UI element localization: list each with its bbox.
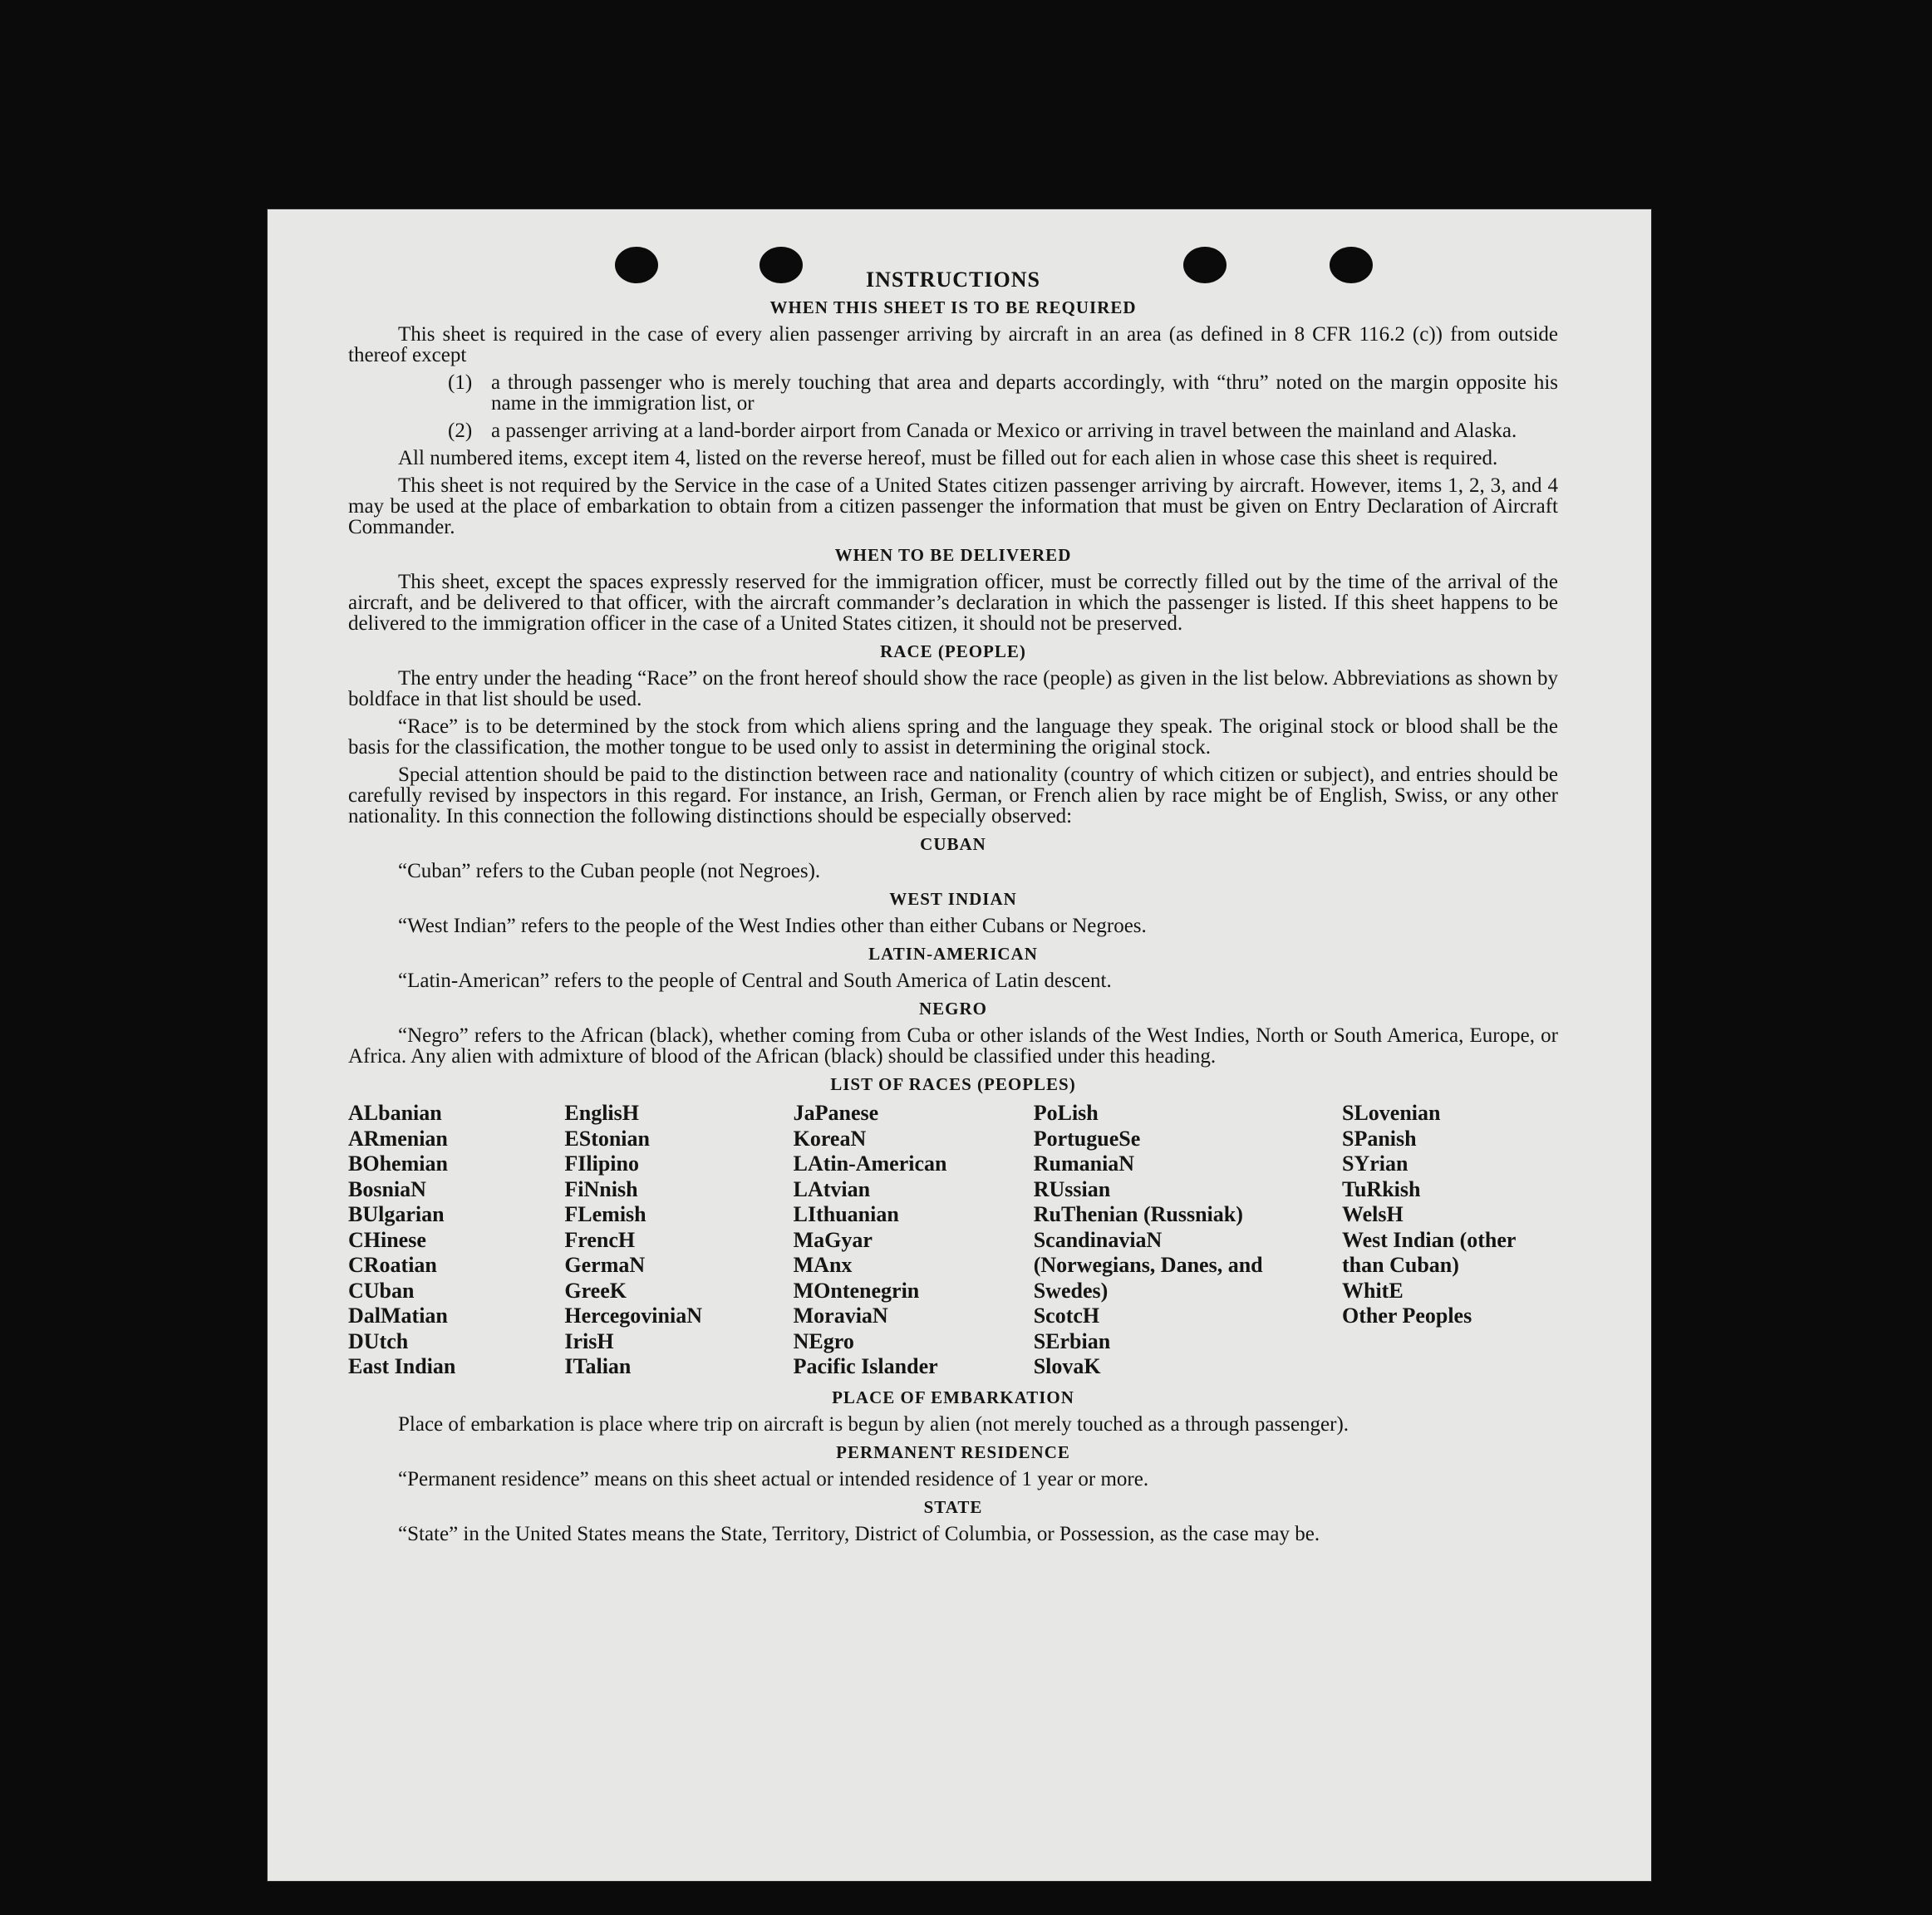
race-item: EStonian	[564, 1126, 650, 1151]
race-item: TuRkish	[1342, 1176, 1421, 1201]
race-item: MaGyar	[793, 1227, 873, 1252]
section-heading-required: WHEN THIS SHEET IS TO BE REQUIRED	[769, 297, 1137, 317]
race-item: BosniaN	[348, 1176, 426, 1201]
race-item: CUban	[348, 1278, 415, 1303]
paragraph: The entry under the heading “Race” on the front hereof should show the race (people) as given in the list below. Abbreviations as shown by boldface in that list should be used.	[348, 667, 1558, 710]
race-item: MAnx	[793, 1253, 853, 1277]
section-heading-embarkation: PLACE OF EMBARKATION	[832, 1387, 1074, 1407]
race-item: PoLish	[1033, 1101, 1099, 1125]
paragraph: “Negro” refers to the African (black), whether coming from Cuba or other islands of the West Indies, North or South America, Europe, or Africa. Any alien with admixture of blood of the African (black) should be classified under this heading.	[348, 1024, 1558, 1068]
race-item: MoraviaN	[793, 1304, 888, 1328]
races-list	[348, 1101, 1558, 1380]
races-column	[794, 1101, 1034, 1380]
race-item: ScandinaviaN (Norwegians, Danes, and Swedes)	[1033, 1227, 1263, 1303]
races-column	[1342, 1101, 1558, 1380]
race-item: PortugueSe	[1033, 1126, 1141, 1151]
race-item: RuThenian (Russniak)	[1033, 1202, 1243, 1226]
race-item: SYrian	[1342, 1151, 1408, 1176]
race-item: ScotcH	[1033, 1304, 1100, 1328]
race-item: SLovenian	[1342, 1101, 1441, 1125]
race-item: ALbanian	[348, 1101, 442, 1125]
item-number: (1)	[448, 371, 473, 394]
race-item: NEgro	[793, 1328, 854, 1353]
section-heading-cuban: CUBAN	[920, 834, 986, 854]
paragraph: This sheet is required in the case of every alien passenger arriving by aircraft in an area (as defined in 8 CFR 116.2 (c)) from outside thereof except	[348, 323, 1558, 366]
race-item: FiNnish	[564, 1176, 638, 1201]
section-heading-latin-american: LATIN-AMERICAN	[868, 944, 1038, 964]
paragraph: “Race” is to be determined by the stock from which aliens spring and the language they speak. The original stock or blood shall be the basis for the classification, the mother tongue to be used only to assist in determining the original stock.	[348, 715, 1558, 759]
list-item	[448, 372, 1558, 414]
race-item: CRoatian	[348, 1253, 437, 1277]
race-item: HercegoviniaN	[564, 1304, 702, 1328]
page-title: INSTRUCTIONS	[866, 268, 1040, 292]
race-item: FrencH	[564, 1227, 636, 1252]
paragraph: This sheet, except the spaces expressly reserved for the immigration officer, must be correctly filled out by the time of the arrival of the aircraft, and be delivered to that officer, with the aircraft commander’s declaration in which the passenger is listed. If this sheet happens to be delivered to the immigration officer in the case of a United States citizen, it should not be preserved.	[348, 571, 1558, 635]
section-heading-list-of-races: LIST OF RACES (PEOPLES)	[830, 1074, 1076, 1094]
paragraph: “West Indian” refers to the people of the West Indies other than either Cubans or Negroes.	[398, 915, 1147, 937]
section-heading-residence: PERMANENT RESIDENCE	[836, 1441, 1070, 1462]
paragraph: “Latin-American” refers to the people of Central and South America of Latin descent.	[398, 970, 1112, 992]
race-item: DalMatian	[348, 1304, 448, 1328]
paragraph: “Cuban” refers to the Cuban people (not Negroes).	[398, 860, 821, 882]
race-item: FLemish	[564, 1202, 646, 1226]
race-item: KoreaN	[793, 1126, 867, 1151]
race-item: GermaN	[564, 1253, 646, 1277]
races-column	[564, 1101, 793, 1380]
race-item: BUlgarian	[348, 1202, 445, 1226]
item-number: (2)	[448, 420, 473, 442]
race-item: WelsH	[1342, 1202, 1404, 1226]
race-item: ITalian	[564, 1354, 632, 1378]
race-item: LAtvian	[793, 1176, 871, 1201]
section-heading-state: STATE	[923, 1496, 983, 1517]
list-item	[448, 420, 1558, 441]
race-item: WhitE	[1342, 1278, 1404, 1303]
race-item: LAtin-American	[793, 1151, 947, 1176]
race-item: FIlipino	[564, 1151, 639, 1176]
item-text: a passenger arriving at a land-border airport from Canada or Mexico or arriving in travel between the mainland and Alaska.	[491, 420, 1517, 442]
race-item: LIthuanian	[793, 1202, 899, 1226]
document-body	[348, 269, 1558, 1551]
races-column	[1034, 1101, 1342, 1380]
paragraph: Special attention should be paid to the distinction between race and nationality (country of which citizen or subject), and entries should be carefully revised by inspectors in this regard. For instance, an Irish, German, or French alien by race might be of English, Swiss, or any other nationality. In this connection the following distinctions should be especially observed:	[348, 764, 1558, 827]
race-item: CHinese	[348, 1227, 426, 1252]
section-heading-delivered: WHEN TO BE DELIVERED	[834, 545, 1072, 565]
race-item: EnglisH	[564, 1101, 639, 1125]
races-column	[348, 1101, 564, 1380]
race-item: Pacific Islander	[793, 1354, 938, 1378]
paragraph: “State” in the United States means the State, Territory, District of Columbia, or Possession, as the case may be.	[398, 1522, 1320, 1545]
section-heading-negro: NEGRO	[918, 999, 987, 1019]
paragraph: “Permanent residence” means on this sheet actual or intended residence of 1 year or more.	[398, 1467, 1149, 1490]
race-item: IrisH	[564, 1328, 614, 1353]
race-item: JaPanese	[793, 1101, 879, 1125]
race-item: SErbian	[1033, 1328, 1111, 1353]
race-item: GreeK	[564, 1278, 627, 1303]
race-item: RumaniaN	[1033, 1151, 1135, 1176]
race-item: DUtch	[348, 1328, 409, 1353]
section-heading-west-indian: WEST INDIAN	[889, 889, 1017, 909]
document-sheet	[268, 209, 1651, 1881]
item-text: a through passenger who is merely touching that area and departs accordingly, with “thru” noted on the margin opposite his name in the immigration list, or	[491, 371, 1558, 415]
race-item: BOhemian	[348, 1151, 448, 1176]
race-item: MOntenegrin	[793, 1278, 920, 1303]
race-item: SPanish	[1342, 1126, 1417, 1151]
race-item: RUssian	[1033, 1176, 1111, 1201]
paragraph: Place of embarkation is place where trip on aircraft is begun by alien (not merely touched as a through passenger).	[398, 1412, 1349, 1436]
race-item: ARmenian	[348, 1126, 448, 1151]
race-item: Other Peoples	[1342, 1304, 1472, 1328]
paragraph: This sheet is not required by the Service in the case of a United States citizen passenger arriving by aircraft. However, items 1, 2, 3, and 4 may be used at the place of embarkation to obtain from a citizen passenger the information that must be given on Entry Declaration of Aircraft Commander.	[348, 474, 1558, 538]
paragraph: All numbered items, except item 4, listed on the reverse hereof, must be filled out for each alien in whose case this sheet is required.	[398, 447, 1498, 469]
race-item: SlovaK	[1033, 1354, 1101, 1378]
section-heading-race: RACE (PEOPLE)	[880, 641, 1026, 661]
race-item: East Indian	[348, 1354, 456, 1378]
race-item: West Indian (other than Cuban)	[1342, 1227, 1516, 1277]
